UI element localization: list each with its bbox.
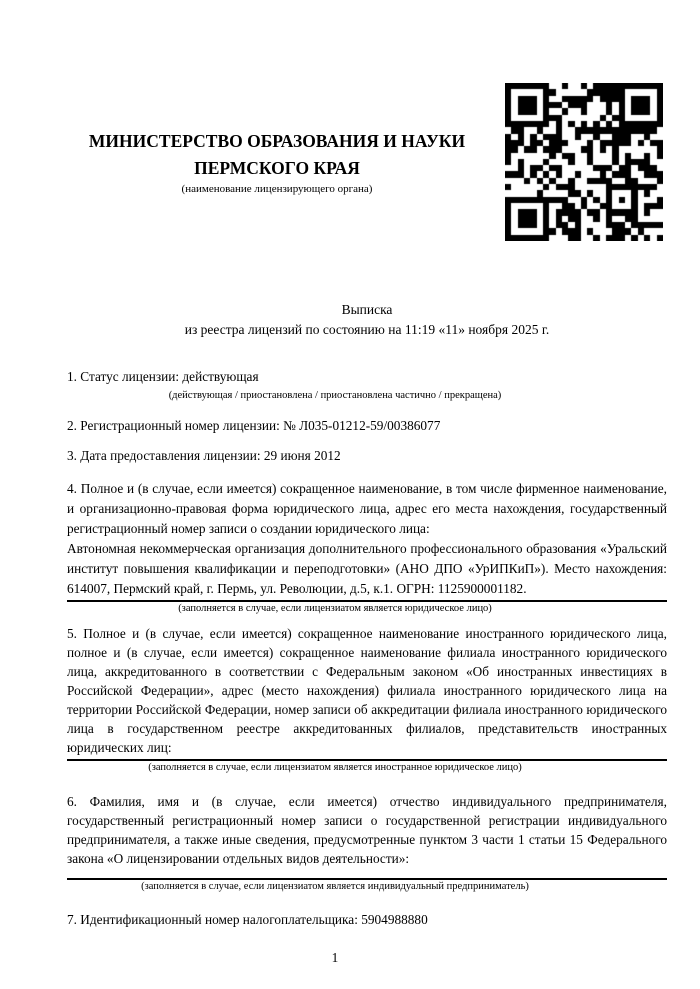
license-status: 1. Статус лицензии: действующая <box>67 369 259 384</box>
legal-entity-note: (заполняется в случае, если лицензиатом является юридическое лицо) <box>178 603 492 614</box>
ministry-name-line1: МИНИСТЕРСТВО ОБРАЗОВАНИЯ И НАУКИ <box>88 131 466 151</box>
taxpayer-id: 7. Идентификационный номер налогоплательщика: 5904988880 <box>67 912 428 927</box>
foreign-entity-note: (заполняется в случае, если лицензиатом является иностранное юридическое лицо) <box>148 762 522 773</box>
ministry-header <box>67 128 487 196</box>
document-title-line1: Выписка <box>341 302 393 317</box>
ministry-name <box>67 128 487 182</box>
legal-entity-value: Автономная некоммерческая организация дополнительного профессионального образования «Уральский институт повышения квалификации и переподготовки» (АНО ДПО «УрИПКиП»). Место нахождения: 614007, Пермский край, г. Пермь, ул. Революции, д.5, к.1. ОГРН: 1125900001182. <box>67 541 667 596</box>
page-number: 1 <box>331 950 339 965</box>
legal-entity-prompt: 4. Полное и (в случае, если имеется) сокращенное наименование, в том числе фирменное наименование, и организационно-правовая форма юридического лица, адрес его места нахождения, государственный регистрационный номер записи о создании юридического лица: <box>67 481 667 536</box>
document-title <box>67 300 667 340</box>
qr-code-icon <box>505 83 663 241</box>
license-grant-date: 3. Дата предоставления лицензии: 29 июня 2012 <box>67 448 341 463</box>
entrepreneur-note: (заполняется в случае, если лицензиатом является индивидуальный предприниматель) <box>141 881 529 892</box>
document-title-line2: из реестра лицензий по состоянию на 11:19 «11» ноября 2025 г. <box>184 322 550 337</box>
license-status-options-note: (действующая / приостановлена / приостановлена частично / прекращена) <box>168 390 502 401</box>
license-registration-number: 2. Регистрационный номер лицензии: № Л035-01212-59/00386077 <box>67 418 441 433</box>
foreign-entity-prompt: 5. Полное и (в случае, если имеется) сокращенное наименование иностранного юридического лица, полное и (в случае, если имеется) сокращенное наименование филиала иностранного юридического лица, аккредитованного в соответствии с Федеральным законом «Об иностранных инвестициях в Российской Федерации», адрес (место нахождения) филиала иностранного юридического лица на территории Российской Федерации, номер записи об аккредитации филиала иностранного юридического лица в государственном реестре аккредитованных филиалов, представительств иностранных юридических лиц: <box>67 626 667 755</box>
licensing-authority-note: (наименование лицензирующего органа) <box>181 183 373 195</box>
entrepreneur-prompt: 6. Фамилия, имя и (в случае, если имеется) отчество индивидуального предпринимателя, государственный регистрационный номер записи о государственной регистрации индивидуального предпринимателя, а также иные сведения, предусмотренные пунктом 3 части 1 статьи 15 Федерального закона «О лицензировании отдельных видов деятельности»: <box>67 794 667 866</box>
ministry-name-line2: ПЕРМСКОГО КРАЯ <box>194 158 360 178</box>
